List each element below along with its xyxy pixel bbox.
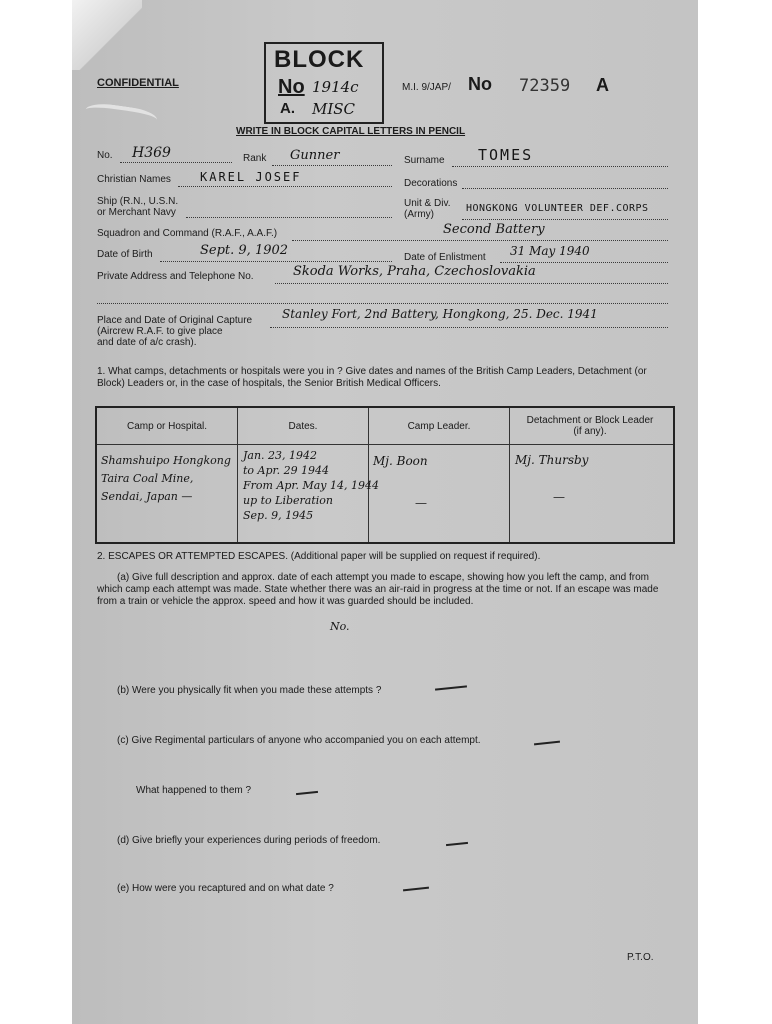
rank-value: Gunner <box>290 148 340 163</box>
dob-value: Sept. 9, 1902 <box>200 243 289 258</box>
camp-line: Shamshuipo Hongkong <box>101 454 231 467</box>
table-cell-camp-leader: Mj. Boon <box>373 454 428 468</box>
table-header-detachment: Detachment or Block Leader (if any). <box>526 415 654 437</box>
torn-corner <box>72 0 142 70</box>
capture-label-2: (Aircrew R.A.F. to give place <box>97 326 223 337</box>
date-line: Jan. 23, 1942 <box>243 449 318 462</box>
table-header-dates: Dates. <box>288 420 318 432</box>
christian-names-value: KAREL JOSEF <box>200 170 302 184</box>
question-2e: (e) How were you recaptured and on what date ? <box>117 883 334 894</box>
unit-label-1: Unit & Div. <box>404 198 451 209</box>
section-2-title: 2. ESCAPES OR ATTEMPTED ESCAPES. (Additional paper will be supplied on request if required). <box>97 551 541 562</box>
table-cell-camp-leader-2: — <box>415 496 427 510</box>
capture-label-1: Place and Date of Original Capture <box>97 315 253 326</box>
rank-label: Rank <box>243 153 267 164</box>
decorations-label: Decorations <box>404 178 458 189</box>
date-line: Sep. 9, 1945 <box>243 509 314 522</box>
answer-2a: No. <box>330 620 350 633</box>
dob-label: Date of Birth <box>97 249 153 260</box>
question-2a: (a) Give full description and approx. date of each attempt you made to escape, showing how you left the camp, and from which camp each attempt was made. State whether there was an air-raid in progress at the time or not. If an escape was made from a train or vehicle the approx. speed and how it was guarded should be included. <box>97 572 659 607</box>
no-label: No. <box>97 150 113 161</box>
ship-label-2: or Merchant Navy <box>97 207 176 218</box>
camps-table <box>95 406 675 544</box>
surname-value: TOMES <box>478 146 534 164</box>
address-label: Private Address and Telephone No. <box>97 271 254 282</box>
table-header-camp: Camp or Hospital. <box>126 420 208 432</box>
table-cell-dates <box>243 448 379 523</box>
squadron-value: Second Battery <box>443 222 545 237</box>
date-line: up to Liberation <box>243 494 333 507</box>
address-value: Skoda Works, Praha, Czechoslovakia <box>293 264 536 279</box>
question-2b: (b) Were you physically fit when you made these attempts ? <box>117 685 382 696</box>
date-line: From Apr. May 14, 1944 <box>243 479 379 492</box>
block-sub-value: MISC <box>312 100 356 118</box>
squadron-label: Squadron and Command (R.A.F., A.A.F.) <box>97 228 278 239</box>
camp-line: Sendai, Japan — <box>101 490 193 503</box>
question-2c: (c) Give Regimental particulars of anyone who accompanied you on each attempt. <box>117 735 481 746</box>
series-letter: A <box>596 75 609 95</box>
serial-no-label: No <box>468 74 492 94</box>
block-no-label: No <box>278 76 305 98</box>
capture-label-3: and date of a/c crash). <box>97 337 197 348</box>
question-2c-followup: What happened to them ? <box>136 785 252 796</box>
serial-number: 72359 <box>519 76 571 96</box>
instruction-line: WRITE IN BLOCK CAPITAL LETTERS IN PENCIL <box>236 126 466 137</box>
capture-value: Stanley Fort, 2nd Battery, Hongkong, 25. Dec. 1941 <box>282 307 598 321</box>
unit-value: HONGKONG VOLUNTEER DEF.CORPS <box>466 203 649 214</box>
table-cell-camp <box>101 452 231 506</box>
service-number: H369 <box>132 145 171 161</box>
surname-label: Surname <box>404 155 445 166</box>
unit-label-2: (Army) <box>404 209 434 220</box>
block-sub-label: A. <box>280 100 295 117</box>
mi-reference: M.I. 9/JAP/ <box>402 82 451 93</box>
pto-label: P.T.O. <box>627 952 654 963</box>
date-line: to Apr. 29 1944 <box>243 464 330 477</box>
question-2d: (d) Give briefly your experiences during periods of freedom. <box>117 835 381 846</box>
camp-line: Taira Coal Mine, <box>101 472 194 485</box>
christian-names-label: Christian Names <box>97 174 171 185</box>
block-title: BLOCK <box>274 46 365 73</box>
block-no-value: 1914c <box>312 78 359 96</box>
ship-label-1: Ship (R.N., U.S.N. <box>97 196 179 207</box>
enlistment-value: 31 May 1940 <box>510 244 590 258</box>
table-header-camp-leader: Camp Leader. <box>407 420 471 432</box>
enlistment-label: Date of Enlistment <box>404 252 486 263</box>
question-1: 1. What camps, detachments or hospitals were you in ? Give dates and names of the British Camp Leaders, Detachment (or Block) Leaders or, in the case of hospitals, the Senior British Medical Officers. <box>97 366 647 389</box>
table-cell-detachment-2: — <box>553 490 565 504</box>
confidential-label: CONFIDENTIAL <box>97 77 179 89</box>
table-cell-detachment: Mj. Thursby <box>515 453 589 467</box>
